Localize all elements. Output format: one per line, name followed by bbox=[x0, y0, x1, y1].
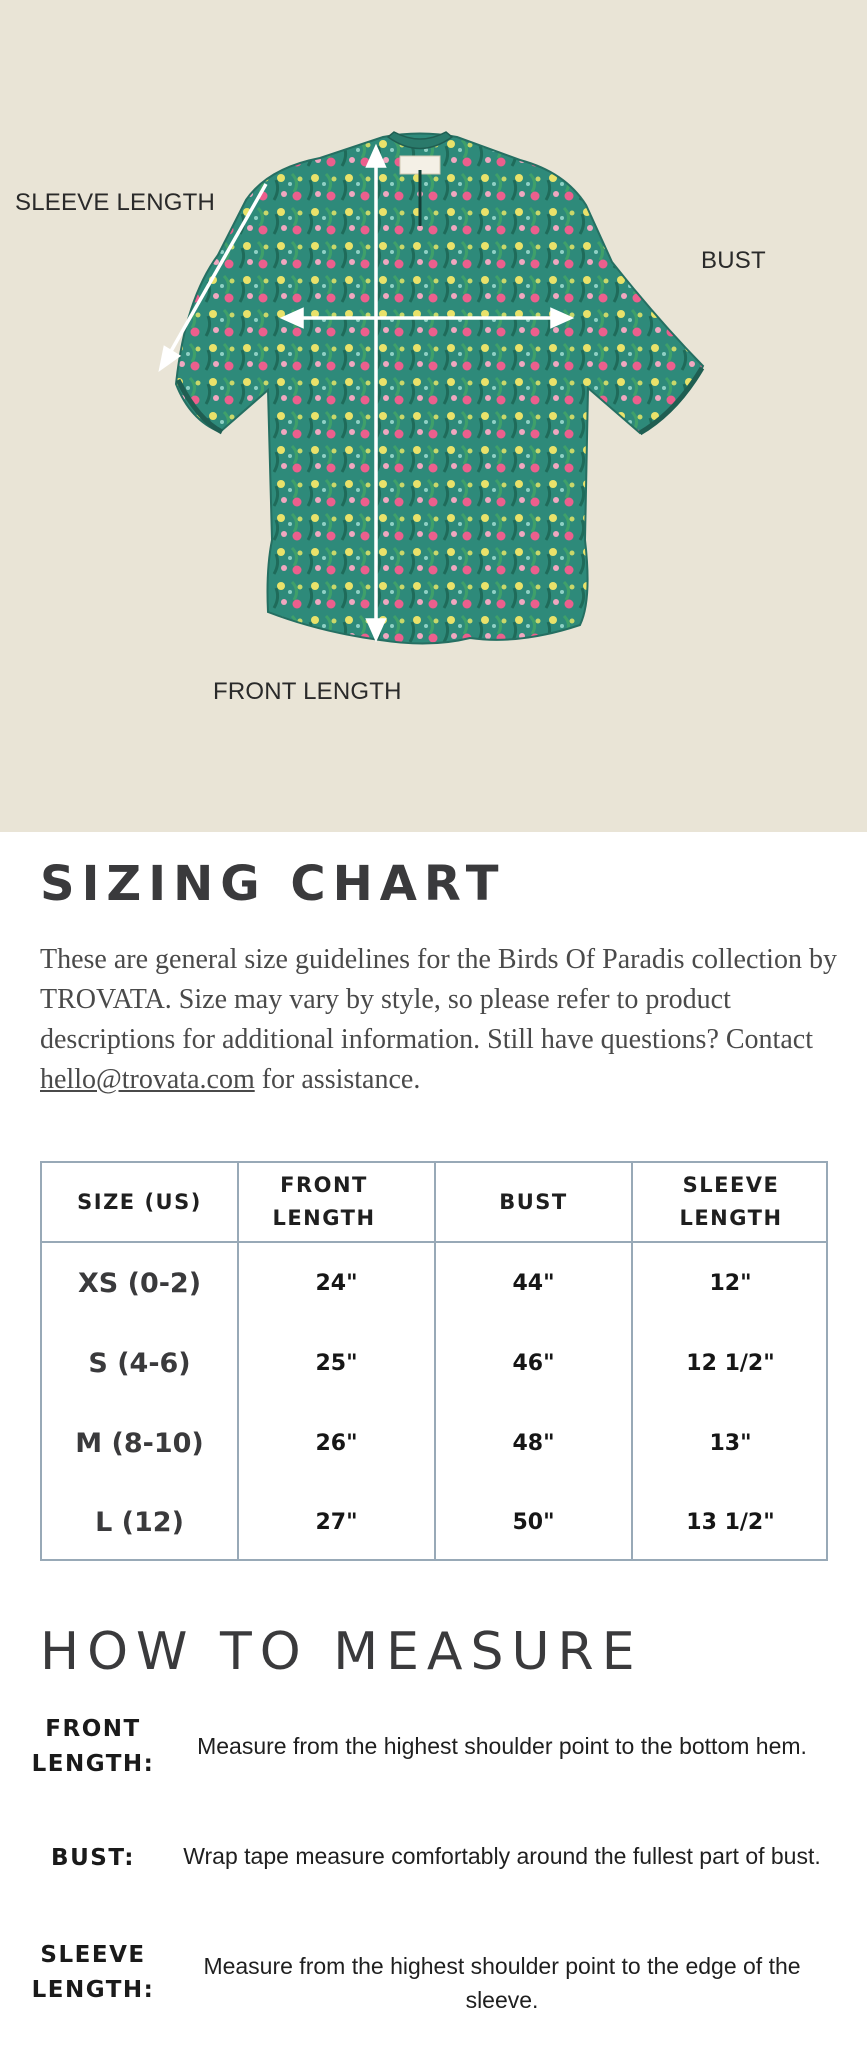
blouse-illustration bbox=[0, 0, 867, 832]
term-line: LENGTH: bbox=[31, 1977, 155, 2003]
measure-term-sleeve-length bbox=[28, 1938, 158, 2008]
column-header-size: SIZE (US) bbox=[77, 1189, 202, 1214]
term-line: BUST: bbox=[51, 1845, 135, 1871]
intro-text-part1: These are general size guidelines for the Birds Of Paradis collection by TROVATA. Size may vary by style, so please refer to product descriptions for additional information. Still have questions? Contact bbox=[40, 944, 837, 1055]
measure-term-front-length bbox=[28, 1712, 158, 1782]
sleeve-length-label: SLEEVE LENGTH bbox=[15, 189, 216, 216]
table-cell-sleeve-length: 12 1/2" bbox=[686, 1350, 775, 1376]
table-cell-sleeve-length: 12" bbox=[709, 1270, 752, 1296]
garment-diagram bbox=[0, 0, 867, 832]
term-line: LENGTH: bbox=[31, 1751, 155, 1777]
table-cell-front-length: 25" bbox=[315, 1350, 358, 1376]
table-cell-bust: 46" bbox=[512, 1350, 555, 1376]
term-line: FRONT bbox=[45, 1716, 141, 1742]
sizing-intro-text bbox=[40, 940, 840, 1100]
column-header-front-length: FRONT LENGTH bbox=[272, 1173, 376, 1230]
table-cell-bust: 48" bbox=[512, 1430, 555, 1456]
table-cell-bust: 50" bbox=[512, 1509, 555, 1535]
measure-desc-sleeve-length: Measure from the highest shoulder point to the edge of the sleeve. bbox=[203, 1953, 801, 2013]
front-length-label: FRONT LENGTH bbox=[213, 678, 402, 705]
table-cell-front-length: 26" bbox=[315, 1430, 358, 1456]
sizing-chart-title: SIZING CHART bbox=[40, 856, 506, 912]
contact-email-link[interactable]: hello@trovata.com bbox=[40, 1064, 255, 1095]
measure-desc-front-length: Measure from the highest shoulder point to the bottom hem. bbox=[197, 1733, 807, 1759]
table-cell-front-length: 24" bbox=[315, 1270, 358, 1296]
table-cell-size: L (12) bbox=[95, 1506, 184, 1538]
intro-text-part2: for assistance. bbox=[254, 1064, 421, 1095]
column-header-sleeve-length: SLEEVE LENGTH bbox=[679, 1173, 783, 1230]
table-cell-sleeve-length: 13 1/2" bbox=[686, 1509, 775, 1535]
how-to-measure-title: HOW TO MEASURE bbox=[40, 1622, 643, 1682]
table-cell-front-length: 27" bbox=[315, 1509, 358, 1535]
table-cell-bust: 44" bbox=[512, 1270, 555, 1296]
bust-label: BUST bbox=[701, 247, 766, 274]
table-cell-size: M (8-10) bbox=[75, 1427, 204, 1459]
size-table bbox=[40, 1161, 828, 1561]
column-header-bust: BUST bbox=[499, 1189, 568, 1214]
term-line: SLEEVE bbox=[40, 1942, 146, 1968]
table-cell-size: XS (0-2) bbox=[77, 1267, 202, 1299]
table-cell-sleeve-length: 13" bbox=[709, 1430, 752, 1456]
measure-desc-bust: Wrap tape measure comfortably around the fullest part of bust. bbox=[183, 1843, 821, 1869]
measure-term-bust bbox=[28, 1841, 158, 1876]
table-cell-size: S (4-6) bbox=[88, 1347, 191, 1379]
